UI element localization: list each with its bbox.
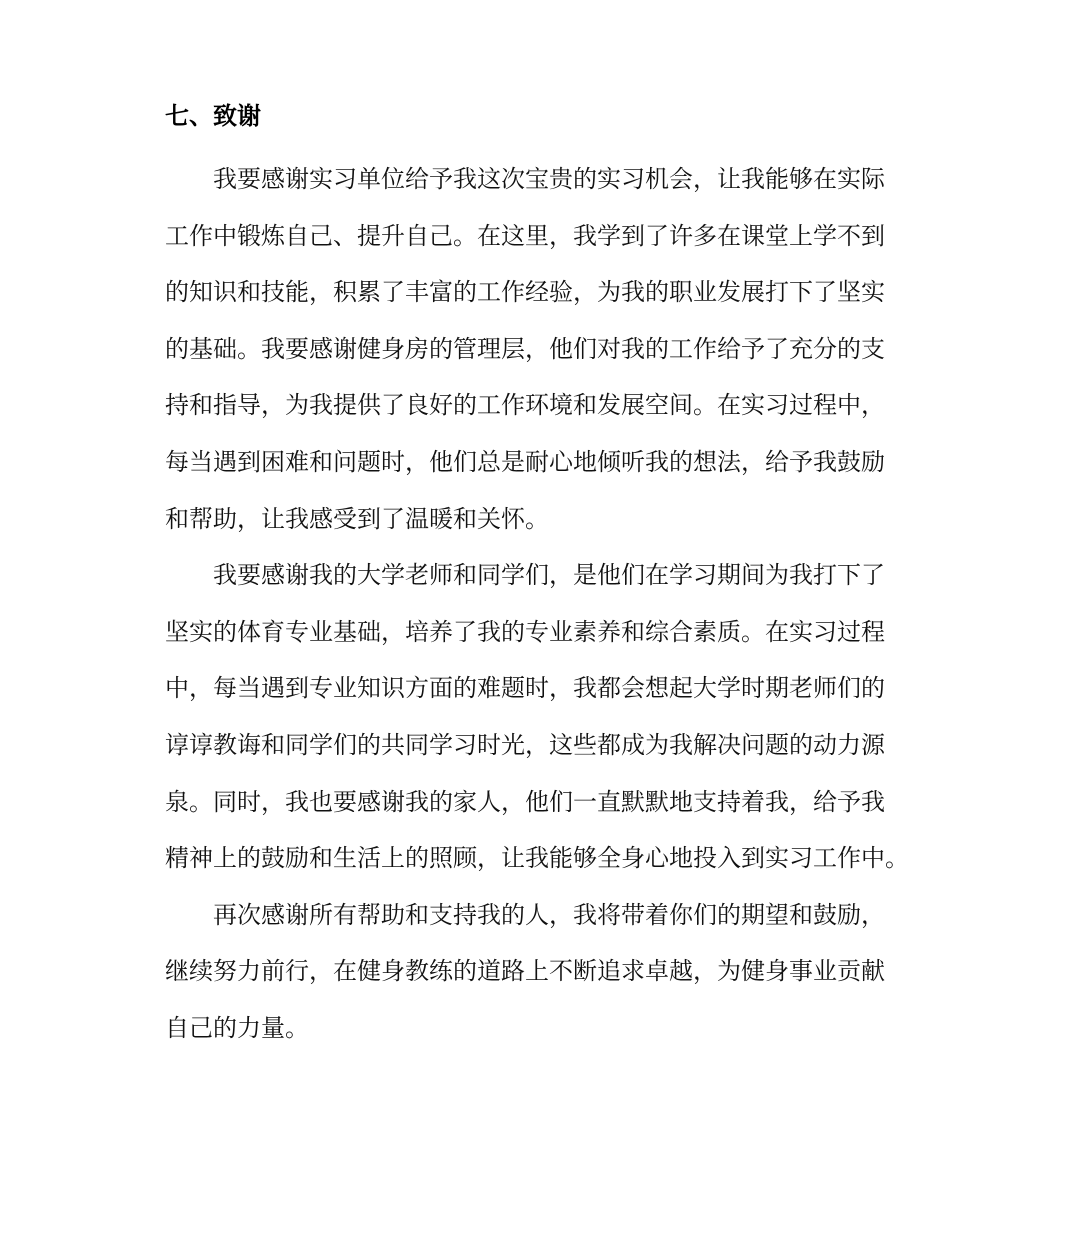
text-line: 每当遇到困难和问题时，他们总是耐心地倾听我的想法，给予我鼓励: [165, 447, 885, 476]
text-line: 自己的力量。: [165, 1013, 309, 1042]
text-line: 我要感谢我的大学老师和同学们，是他们在学习期间为我打下了: [213, 561, 885, 590]
text-line: 再次感谢所有帮助和支持我的人，我将带着你们的期望和鼓励，: [213, 900, 885, 929]
text-line: 工作中锻炼自己、提升自己。在这里，我学到了许多在课堂上学不到: [165, 221, 885, 250]
text-line: 中，每当遇到专业知识方面的难题时，我都会想起大学时期老师们的: [165, 674, 885, 703]
text-line: 和帮助，让我感受到了温暖和关怀。: [165, 504, 549, 533]
text-line: 的基础。我要感谢健身房的管理层，他们对我的工作给予了充分的支: [165, 334, 885, 363]
body-text: [165, 151, 925, 1057]
paragraph-3: [165, 887, 925, 1057]
paragraph-2: [165, 547, 925, 887]
text-line: 的知识和技能，积累了丰富的工作经验，为我的职业发展打下了坚实: [165, 278, 885, 307]
text-line: 泉。同时，我也要感谢我的家人，他们一直默默地支持着我，给予我: [165, 787, 885, 816]
paragraph-1: [165, 151, 925, 547]
section-heading: 七、致谢: [165, 102, 261, 130]
text-line: 谆谆教诲和同学们的共同学习时光，这些都成为我解决问题的动力源: [165, 730, 885, 759]
page-content: [165, 96, 925, 1057]
text-line: 坚实的体育专业基础，培养了我的专业素养和综合素质。在实习过程: [165, 617, 885, 646]
text-line: 我要感谢实习单位给予我这次宝贵的实习机会，让我能够在实际: [213, 165, 885, 193]
text-line: 继续努力前行，在健身教练的道路上不断追求卓越，为健身事业贡献: [165, 957, 885, 986]
text-line: 精神上的鼓励和生活上的照顾，让我能够全身心地投入到实习工作中。: [165, 844, 909, 873]
text-line: 持和指导，为我提供了良好的工作环境和发展空间。在实习过程中，: [165, 391, 885, 420]
